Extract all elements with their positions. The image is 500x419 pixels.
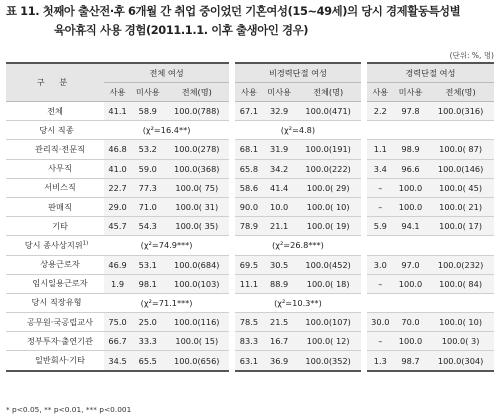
table-row <box>6 313 494 332</box>
chi-square-stat <box>367 293 494 312</box>
table-row <box>6 332 494 351</box>
table-cell: – <box>367 178 394 197</box>
table-cell: 30.5 <box>262 255 295 274</box>
table-cell: 77.3 <box>131 178 164 197</box>
table-cell: 83.3 <box>235 332 262 351</box>
table-cell: 100.0(304) <box>427 351 494 371</box>
col-header-unused: 미사용 <box>394 83 427 102</box>
table-cell: 96.6 <box>394 159 427 178</box>
table-cell: 25.0 <box>131 313 164 332</box>
table-cell: 100.0( 10) <box>296 197 361 216</box>
table-row <box>6 159 494 178</box>
row-label <box>6 293 104 312</box>
table-cell: 16.7 <box>262 332 295 351</box>
table-cell: 78.9 <box>235 217 262 236</box>
table-cell: 63.1 <box>235 351 262 371</box>
group-header-careerbreak: 경력단절 여성 <box>367 63 494 83</box>
row-label <box>6 102 104 121</box>
row-label-text: 사무직 <box>48 163 72 174</box>
table-cell: 54.3 <box>131 217 164 236</box>
chi-square-stat: (χ²=4.8) <box>235 121 360 140</box>
table-cell: 100.0(191) <box>296 140 361 159</box>
table-cell: 100.0 <box>394 274 427 293</box>
table-cell: 41.1 <box>104 102 131 121</box>
table-row <box>6 217 494 236</box>
table-cell: 100.0 <box>394 332 427 351</box>
table-cell: 10.0 <box>262 197 295 216</box>
table-cell: 21.5 <box>262 313 295 332</box>
chi-square-stat <box>367 121 494 140</box>
table-cell: 98.9 <box>394 140 427 159</box>
table-cell: 100.0( 75) <box>164 178 229 197</box>
col-header-used: 사용 <box>104 83 131 102</box>
table-cell: 53.1 <box>131 255 164 274</box>
chi-square-stat: (χ²=16.4**) <box>104 121 229 140</box>
col-header-used: 사용 <box>235 83 262 102</box>
table-cell: 100.0( 29) <box>296 178 361 197</box>
data-table <box>6 62 494 372</box>
table-cell: 100.0( 10) <box>427 313 494 332</box>
row-label-text: 정부투자·출연기관 <box>27 335 93 346</box>
table-cell: 100.0( 87) <box>427 140 494 159</box>
table-row <box>6 351 494 371</box>
chi-square-stat: (χ²=71.1***) <box>104 293 229 312</box>
table-cell: 67.1 <box>235 102 262 121</box>
row-label-text: 전체 <box>47 105 63 116</box>
table-cell: 71.0 <box>131 197 164 216</box>
row-label <box>6 255 104 274</box>
table-cell: 100.0(278) <box>164 140 229 159</box>
table-cell: 100.0 <box>394 197 427 216</box>
table-cell: 46.8 <box>104 140 131 159</box>
row-label-text: 임시일용근로자 <box>32 278 88 289</box>
col-header-total: 전체(명) <box>164 83 229 102</box>
row-label <box>6 332 104 351</box>
row-label <box>6 197 104 216</box>
row-label-text: 관리직·전문직 <box>34 143 86 154</box>
table-cell: 100.0(352) <box>296 351 361 371</box>
row-label-text: 당시 직장유형 <box>31 297 82 308</box>
table-cell: 100.0( 31) <box>164 197 229 216</box>
table-row <box>6 197 494 216</box>
col-header-unused: 미사용 <box>131 83 164 102</box>
table-cell: 21.1 <box>262 217 295 236</box>
section-row <box>6 236 494 255</box>
col-header-total: 전체(명) <box>427 83 494 102</box>
row-header: 구 분 <box>6 63 104 102</box>
row-label-text: 공무원·국공립교사 <box>27 316 93 327</box>
table-cell: 66.7 <box>104 332 131 351</box>
table-title-line1: 표 11. 첫째아 출산전·후 6개월 간 취업 중이었던 기혼여성(15~49세)의 당시 경제활동특성별 <box>6 4 461 18</box>
table-cell: 1.3 <box>367 351 394 371</box>
table-cell: 100.0( 19) <box>296 217 361 236</box>
table-cell: 78.5 <box>235 313 262 332</box>
table-cell: 100.0 <box>394 178 427 197</box>
table-cell: 100.0( 12) <box>296 332 361 351</box>
chi-square-stat: (χ²=74.9***) <box>104 236 229 255</box>
table-row <box>6 255 494 274</box>
table-cell: 2.2 <box>367 102 394 121</box>
table-cell: 69.5 <box>235 255 262 274</box>
table-cell: 36.9 <box>262 351 295 371</box>
row-label-text: 상용근로자 <box>40 259 80 270</box>
table-cell: 100.0(116) <box>164 313 229 332</box>
chi-square-stat: (χ²=26.8***) <box>235 236 360 255</box>
table-cell: 1.9 <box>104 274 131 293</box>
row-label-text: 기타 <box>52 220 68 231</box>
table-cell: 34.2 <box>262 159 295 178</box>
table-cell: 30.0 <box>367 313 394 332</box>
table-cell: 41.0 <box>104 159 131 178</box>
table-cell: 94.1 <box>394 217 427 236</box>
table-cell: 3.0 <box>367 255 394 274</box>
table-cell: 100.0(471) <box>296 102 361 121</box>
table-cell: 22.7 <box>104 178 131 197</box>
row-label <box>6 121 104 140</box>
header-row-groups <box>6 63 494 83</box>
table-cell: 53.2 <box>131 140 164 159</box>
section-row <box>6 293 494 312</box>
table-cell: 100.0( 21) <box>427 197 494 216</box>
table-cell: 70.0 <box>394 313 427 332</box>
table-cell: – <box>367 274 394 293</box>
table-row <box>6 140 494 159</box>
table-cell: 33.3 <box>131 332 164 351</box>
col-header-total: 전체(명) <box>296 83 361 102</box>
table-cell: – <box>367 332 394 351</box>
table-cell: 65.5 <box>131 351 164 371</box>
table-cell: 100.0( 18) <box>296 274 361 293</box>
table-cell: 75.0 <box>104 313 131 332</box>
table-cell: 100.0(103) <box>164 274 229 293</box>
table-cell: 100.0( 15) <box>164 332 229 351</box>
table-cell: 100.0(107) <box>296 313 361 332</box>
table-cell: 100.0(788) <box>164 102 229 121</box>
table-cell: 11.1 <box>235 274 262 293</box>
row-label <box>6 313 104 332</box>
table-cell: 100.0( 35) <box>164 217 229 236</box>
row-label-text: 일반회사·기타 <box>34 355 86 366</box>
table-cell: 97.8 <box>394 102 427 121</box>
table-cell: 100.0( 84) <box>427 274 494 293</box>
col-header-used: 사용 <box>367 83 394 102</box>
table-row <box>6 102 494 121</box>
table-cell: 100.0(684) <box>164 255 229 274</box>
table-cell: 100.0(232) <box>427 255 494 274</box>
table-cell: 45.7 <box>104 217 131 236</box>
row-label <box>6 351 104 371</box>
section-row <box>6 121 494 140</box>
footnote-marker: 1) <box>82 240 89 247</box>
table-cell: 100.0(146) <box>427 159 494 178</box>
table-cell: 5.9 <box>367 217 394 236</box>
table-cell: 31.9 <box>262 140 295 159</box>
table-cell: 100.0( 45) <box>427 178 494 197</box>
table-cell: 97.0 <box>394 255 427 274</box>
unit-note: (단위: %, 명) <box>449 51 494 60</box>
table-cell: 1.1 <box>367 140 394 159</box>
group-header-all: 전체 여성 <box>104 63 229 83</box>
chi-square-stat <box>367 236 494 255</box>
row-label <box>6 159 104 178</box>
row-label <box>6 178 104 197</box>
table-cell: 100.0(656) <box>164 351 229 371</box>
table-cell: 98.1 <box>131 274 164 293</box>
table-cell: 58.6 <box>235 178 262 197</box>
table-cell: 68.1 <box>235 140 262 159</box>
chi-square-stat: (χ²=10.3**) <box>235 293 360 312</box>
row-label-text: 판매직 <box>48 201 72 212</box>
table-cell: 100.0( 17) <box>427 217 494 236</box>
table-cell: 100.0(368) <box>164 159 229 178</box>
table-title <box>6 2 496 40</box>
footnote: * p<0.05, ** p<0.01, *** p<0.001 <box>6 405 132 414</box>
table-cell: 59.0 <box>131 159 164 178</box>
table-cell: 100.0( 3) <box>427 332 494 351</box>
row-label <box>6 217 104 236</box>
table-cell: 90.0 <box>235 197 262 216</box>
table-cell: 3.4 <box>367 159 394 178</box>
group-header-noncareerbreak: 비경력단절 여성 <box>235 63 360 83</box>
col-header-unused: 미사용 <box>262 83 295 102</box>
table-cell: – <box>367 197 394 216</box>
row-label-text: 서비스직 <box>44 182 76 193</box>
table-cell: 46.9 <box>104 255 131 274</box>
table-cell: 100.0(222) <box>296 159 361 178</box>
table-cell: 100.0(316) <box>427 102 494 121</box>
table-cell: 34.5 <box>104 351 131 371</box>
row-label-text: 당시 직종 <box>39 124 74 135</box>
table-cell: 88.9 <box>262 274 295 293</box>
table-cell: 65.8 <box>235 159 262 178</box>
table-cell: 98.7 <box>394 351 427 371</box>
table-cell: 41.4 <box>262 178 295 197</box>
table-row <box>6 274 494 293</box>
table-cell: 29.0 <box>104 197 131 216</box>
table-cell: 100.0(452) <box>296 255 361 274</box>
row-label <box>6 236 104 255</box>
table-cell: 58.9 <box>131 102 164 121</box>
table-row <box>6 178 494 197</box>
row-label <box>6 140 104 159</box>
row-label <box>6 274 104 293</box>
table-cell: 32.9 <box>262 102 295 121</box>
table-title-line2: 육아휴직 사용 경험(2011.1.1. 이후 출생아인 경우) <box>54 23 309 37</box>
row-label-text: 당시 종사상지위 <box>24 239 83 250</box>
